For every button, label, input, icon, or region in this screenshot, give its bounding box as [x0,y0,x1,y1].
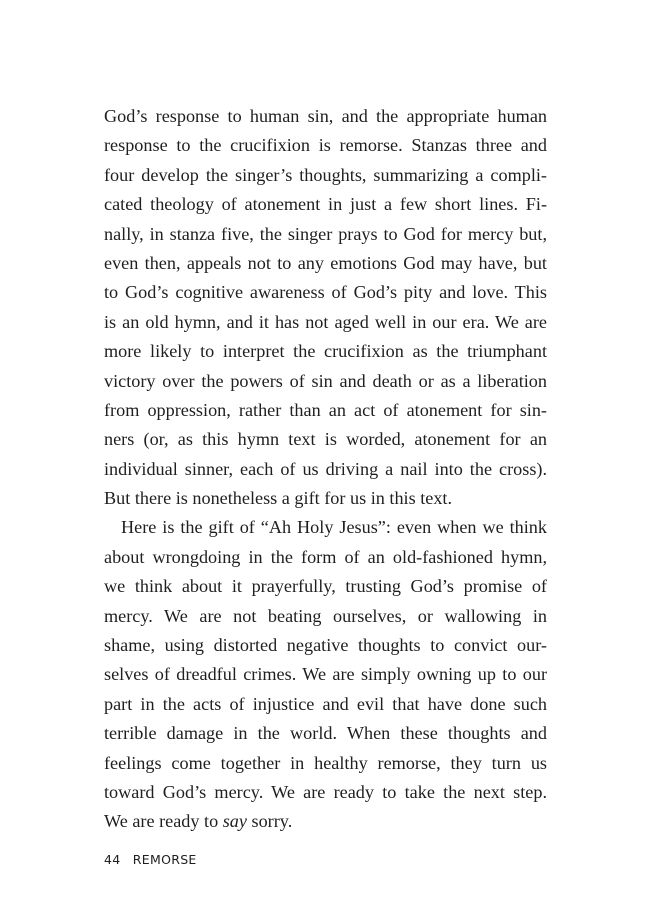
text-line: victory over the powers of sin and death or as a liberation [104,370,547,391]
text-line: nally, in stanza five, the singer prays to God for mercy but, [104,223,547,244]
text-line: to God’s cognitive awareness of God’s pity and love. This [104,282,547,303]
emphasized-word: say [222,811,247,832]
text-line: even then, appeals not to any emotions God may have, but [104,252,547,273]
text-line: is an old hymn, and it has not aged well in our era. We are [104,311,547,332]
text-line: terrible damage in the world. When these thoughts and [104,723,547,744]
text-line: response to the crucifixion is remorse. Stanzas three and [104,135,547,156]
text-line: from oppression, rather than an act of atonement for sin- [104,399,547,420]
paragraph-2 [104,513,547,836]
text-line: Here is the gift of “Ah Holy Jesus”: even when we think [121,517,547,538]
text-line: selves of dreadful crimes. We are simply owning up to our [104,664,547,685]
final-line-start: We are ready to [104,811,223,832]
text-line: about wrongdoing in the form of an old-fashioned hymn, [104,546,547,567]
running-head: REMORSE [132,852,197,867]
page-number: 44 [104,852,121,867]
text-line: But there is nonetheless a gift for us in this text. [104,488,453,509]
text-line: part in the acts of injustice and evil that have done such [104,693,547,714]
page-footer [104,852,197,867]
final-line-end: sorry. [246,811,293,832]
text-line: ners (or, as this hymn text is worded, atonement for an [104,429,547,450]
paragraph-1 [104,102,547,513]
text-line: toward God’s mercy. We are ready to take the next step. [104,781,547,802]
text-line: feelings come together in healthy remorse, they turn us [104,752,547,773]
text-line: cated theology of atonement in just a few short lines. Fi- [104,194,547,215]
body-text [104,102,547,837]
text-line: individual sinner, each of us driving a nail into the cross). [104,458,547,479]
text-line: shame, using distorted negative thoughts to convict our- [104,635,547,656]
text-line: four develop the singer’s thoughts, summarizing a compli- [104,164,547,185]
text-line: mercy. We are not beating ourselves, or wallowing in [104,605,547,626]
text-line: more likely to interpret the crucifixion as the triumphant [104,341,547,362]
text-line-final [104,807,547,836]
text-line: we think about it prayerfully, trusting God’s promise of [104,576,547,597]
text-line: God’s response to human sin, and the appropriate human [104,106,547,126]
